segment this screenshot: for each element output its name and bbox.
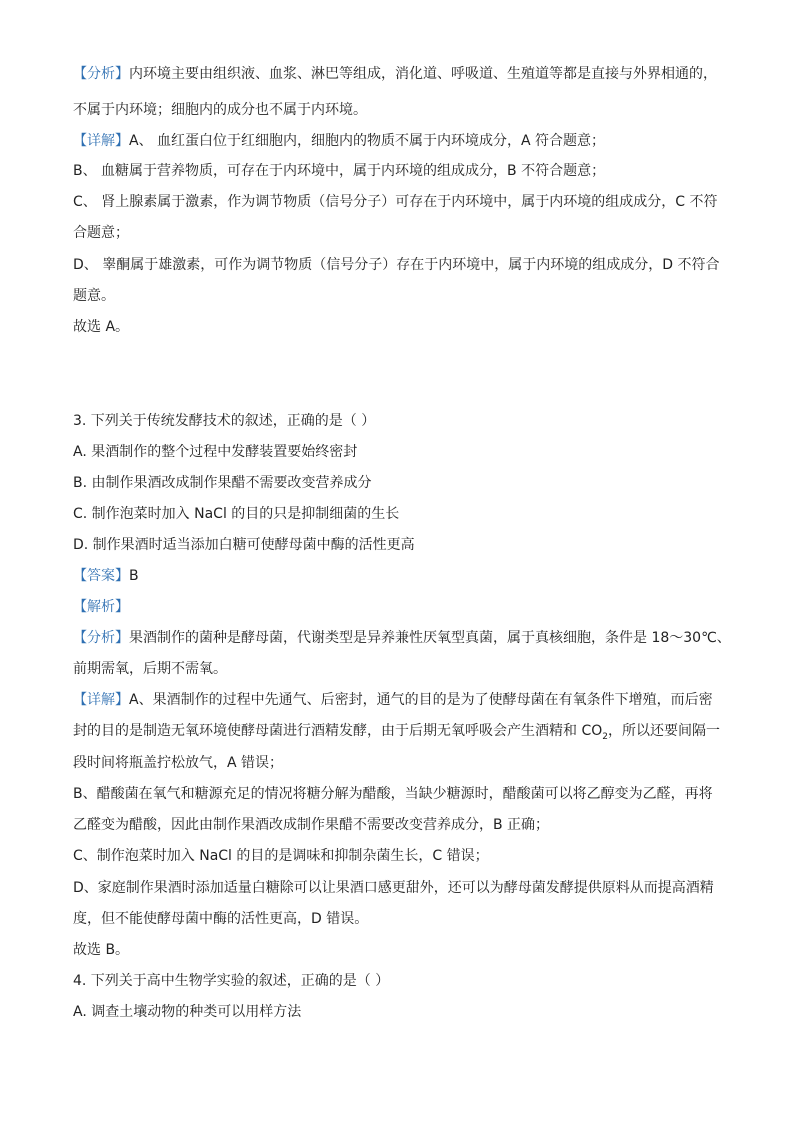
- analysis-bracket: 【分析】: [73, 66, 129, 82]
- q2-detail-d-line-2: 题意。: [73, 288, 115, 304]
- q3-detail-a-line-1: 【详解】A、果酒制作的过程中先通气、后密封，通气的目的是为了使酵母菌在有氧条件下增殖，而后密: [73, 692, 713, 708]
- explanation-bracket: 【解析】: [73, 599, 129, 615]
- detail-bracket: 【详解】: [73, 692, 129, 708]
- q3-detail-a-line-2: 封的目的是制造无氧环境使酵母菌进行酒精发酵，由于后期无氧呼吸会产生酒精和 $CO_2$，所以还要间隔一: [73, 723, 720, 742]
- q3-detail-b-line-2: 乙醛变为醋酸，因此由制作果酒改成制作果醋不需要改变营养成分，B 正确；: [73, 817, 550, 833]
- q3-analysis-line-1: 【分析】果酒制作的菌种是酵母菌，代谢类型是异养兼性厌氧型真菌，属于真核细胞，条件是 18～30℃、: [73, 630, 731, 646]
- co2-subscript: 2: [602, 731, 608, 742]
- q2-analysis-line-1: 【分析】内环境主要由组织液、血浆、淋巴等组成，消化道、呼吸道、生殖道等都是直接与外界相通的，: [73, 66, 717, 82]
- q3-detail-a-line-3: 段时间将瓶盖拧松放气，A 错误；: [73, 755, 284, 771]
- q3-detail-d-line-1: D、家庭制作果酒时添加适量白糖除可以让果酒口感更甜外，还可以为酵母菌发酵提供原料从而提高酒精: [73, 880, 714, 896]
- q3-conclusion: 故选 B。: [73, 942, 130, 958]
- q3-detail-c: C、制作泡菜时加入 NaCl 的目的是调味和抑制杂菌生长，C 错误；: [73, 848, 489, 864]
- analysis-bracket: 【分析】: [73, 630, 129, 646]
- q4-stem: 4. 下列关于高中生物学实验的叙述，正确的是（ ）: [73, 973, 390, 989]
- q3-option-c: C. 制作泡菜时加入 NaCl 的目的只是抑制细菌的生长: [73, 506, 400, 522]
- q3-option-d: D. 制作果酒时适当添加白糖可使酵母菌中酶的活性更高: [73, 537, 415, 553]
- q3-detail-d-line-2: 度，但不能使酵母菌中酶的活性更高，D 错误。: [73, 911, 369, 927]
- q2-detail-c-line-2: 合题意；: [73, 225, 129, 241]
- q3-explanation-heading: [73, 598, 129, 616]
- q3-analysis-line-2: 前期需氧，后期不需氧。: [73, 661, 227, 677]
- q2-detail-a: 【详解】A、 血红蛋白位于红细胞内，细胞内的物质不属于内环境成分，A 符合题意；: [73, 133, 606, 149]
- q4-option-a: A. 调查土壤动物的种类可以用样方法: [73, 1004, 302, 1020]
- answer-bracket: 【答案】: [73, 568, 129, 584]
- q2-detail-d-line-1: D、 睾酮属于雄激素，可作为调节物质（信号分子）存在于内环境中，属于内环境的组成成分，D 不符合: [73, 257, 720, 273]
- q2-detail-b: B、 血糖属于营养物质，可存在于内环境中，属于内环境的组成成分，B 不符合题意；: [73, 163, 606, 179]
- q3-detail-b-line-1: B、醋酸菌在氧气和糖源充足的情况将糖分解为醋酸，当缺少糖源时，醋酸菌可以将乙醇变为乙醛，再将: [73, 786, 713, 802]
- q3-stem: 3. 下列关于传统发酵技术的叙述，正确的是（ ）: [73, 413, 376, 429]
- detail-bracket: 【详解】: [73, 133, 129, 149]
- q2-analysis-line-2: 不属于内环境；细胞内的成分也不属于内环境。: [73, 102, 367, 118]
- answer-value: B: [129, 568, 139, 584]
- q2-detail-c-line-1: C、 肾上腺素属于激素，作为调节物质（信号分子）可存在于内环境中，属于内环境的组成成分，C 不符: [73, 194, 718, 210]
- q3-option-a: A. 果酒制作的整个过程中发酵装置要始终密封: [73, 444, 358, 460]
- q2-conclusion: 故选 A。: [73, 319, 130, 335]
- q3-option-b: B. 由制作果酒改成制作果醋不需要改变营养成分: [73, 475, 372, 491]
- q3-answer: [73, 567, 139, 585]
